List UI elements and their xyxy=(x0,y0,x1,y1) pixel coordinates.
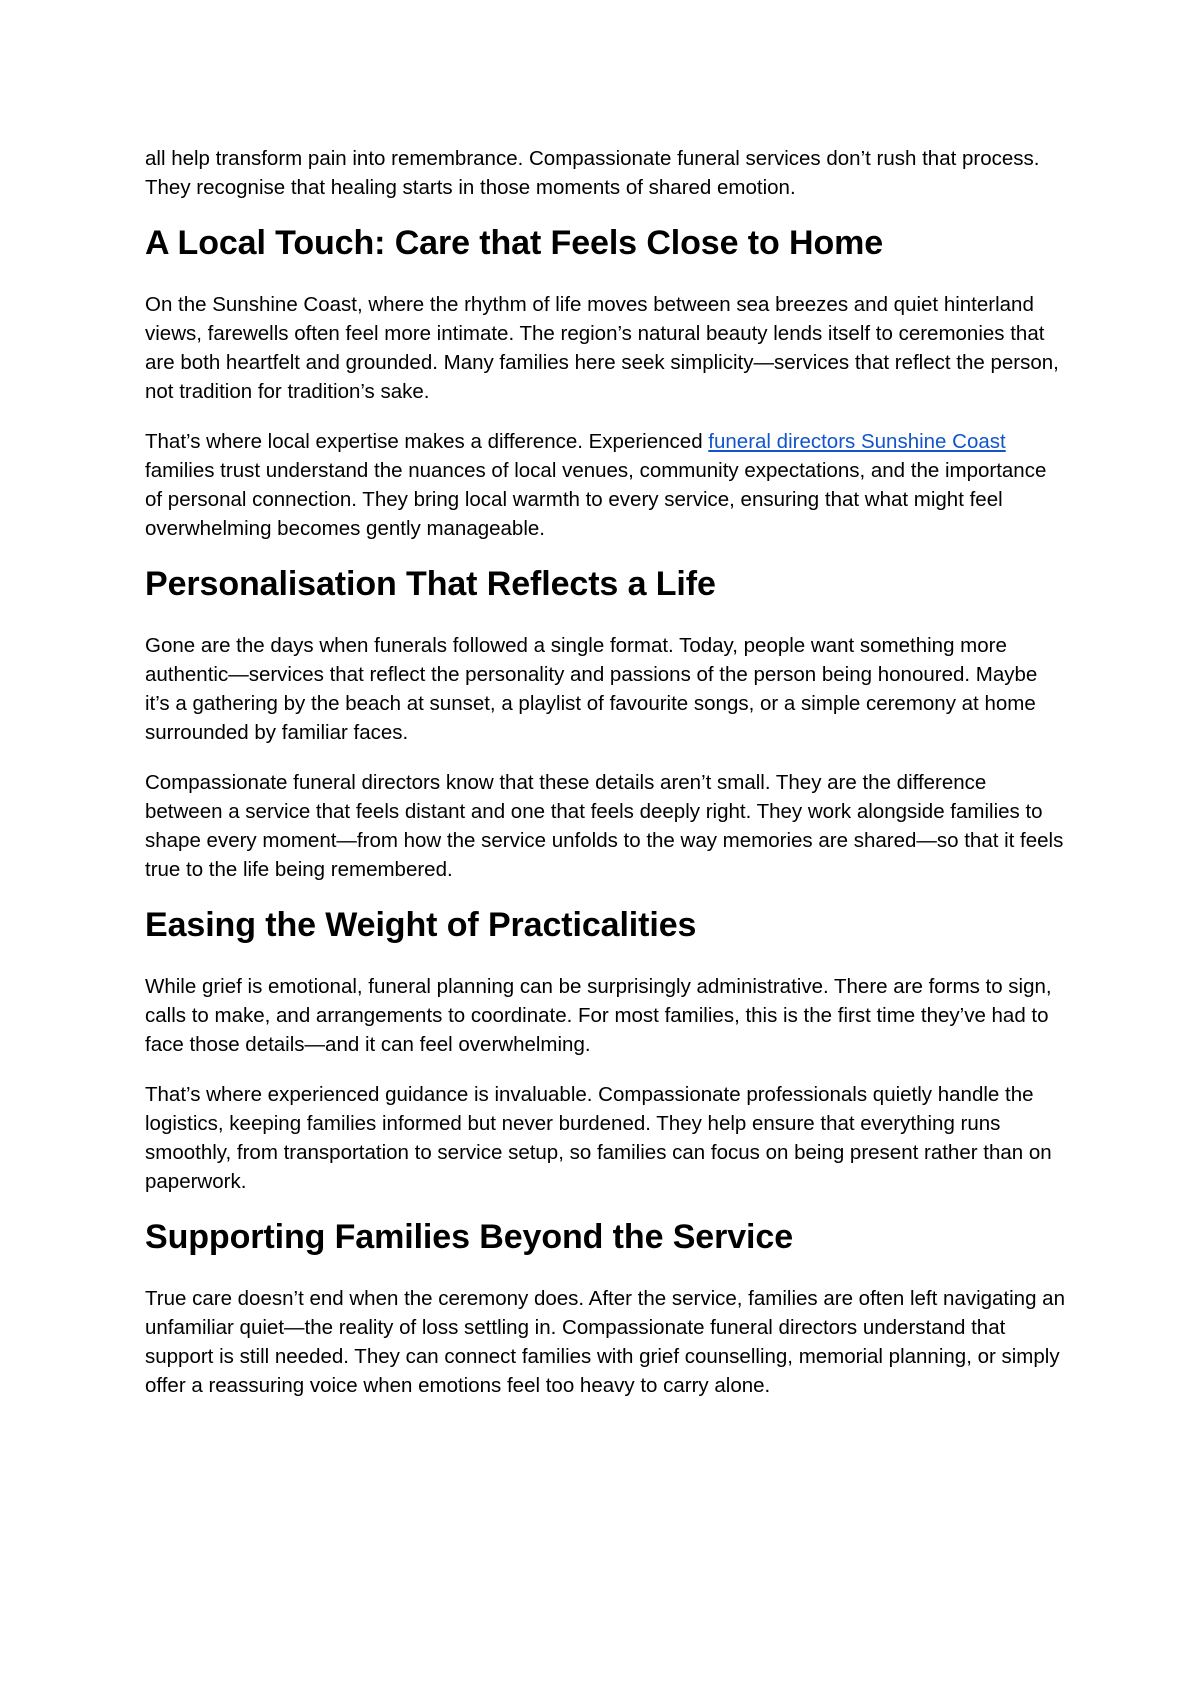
heading-local-touch: A Local Touch: Care that Feels Close to Home xyxy=(145,224,884,262)
paragraph-text-after-link: families trust understand the nuances of local venues, community expectations, and the importance of personal connection. They bring local warmth to every service, ensuring that what might feel overwhelming becomes gently manageable. xyxy=(145,459,1047,540)
heading-beyond-service: Supporting Families Beyond the Service xyxy=(145,1218,794,1256)
paragraph-details: Compassionate funeral directors know that these details aren’t small. They are the difference between a service that feels distant and one that feels deeply right. They work alongside families to shape every moment—from how the service unfolds to the way memories are shared—so that it feels true to the life being remembered. xyxy=(145,771,1064,881)
paragraph-guidance: That’s where experienced guidance is invaluable. Compassionate professionals quietly handle the logistics, keeping families informed but never burdened. They help ensure that everything runs smoothly, from transportation to service setup, so families can focus on being present rather than on paperwork. xyxy=(145,1083,1052,1193)
intro-paragraph: all help transform pain into remembrance. Compassionate funeral services don’t rush that process. They recognise that healing starts in those moments of shared emotion. xyxy=(145,147,1040,199)
paragraph-administrative: While grief is emotional, funeral planning can be surprisingly administrative. There are forms to sign, calls to make, and arrangements to coordinate. For most families, this is the first time they’ve had to face those details—and it can feel overwhelming. xyxy=(145,975,1052,1056)
paragraph-local-expertise xyxy=(145,427,1065,543)
funeral-directors-link[interactable]: funeral directors Sunshine Coast xyxy=(708,430,1006,453)
paragraph-text-before-link: That’s where local expertise makes a difference. Experienced xyxy=(145,430,709,453)
paragraph-personalisation: Gone are the days when funerals followed a single format. Today, people want something more authentic—services that reflect the personality and passions of the person being honoured. Maybe it’s a gathering by the beach at sunset, a playlist of favourite songs, or a simple ceremony at home surrounded by familiar faces. xyxy=(145,634,1038,744)
paragraph-sunshine-coast: On the Sunshine Coast, where the rhythm of life moves between sea breezes and quiet hinterland views, farewells often feel more intimate. The region’s natural beauty lends itself to ceremonies that are both heartfelt and grounded. Many families here seek simplicity—services that reflect the person, not tradition for tradition’s sake. xyxy=(145,293,1059,403)
heading-practicalities: Easing the Weight of Practicalities xyxy=(145,906,697,944)
heading-personalisation: Personalisation That Reflects a Life xyxy=(145,565,716,603)
document-page xyxy=(145,144,1065,1421)
paragraph-support: True care doesn’t end when the ceremony does. After the service, families are often left navigating an unfamiliar quiet—the reality of loss settling in. Compassionate funeral directors understand that support is still needed. They can connect families with grief counselling, memorial planning, or simply offer a reassuring voice when emotions feel too heavy to carry alone. xyxy=(145,1287,1065,1397)
